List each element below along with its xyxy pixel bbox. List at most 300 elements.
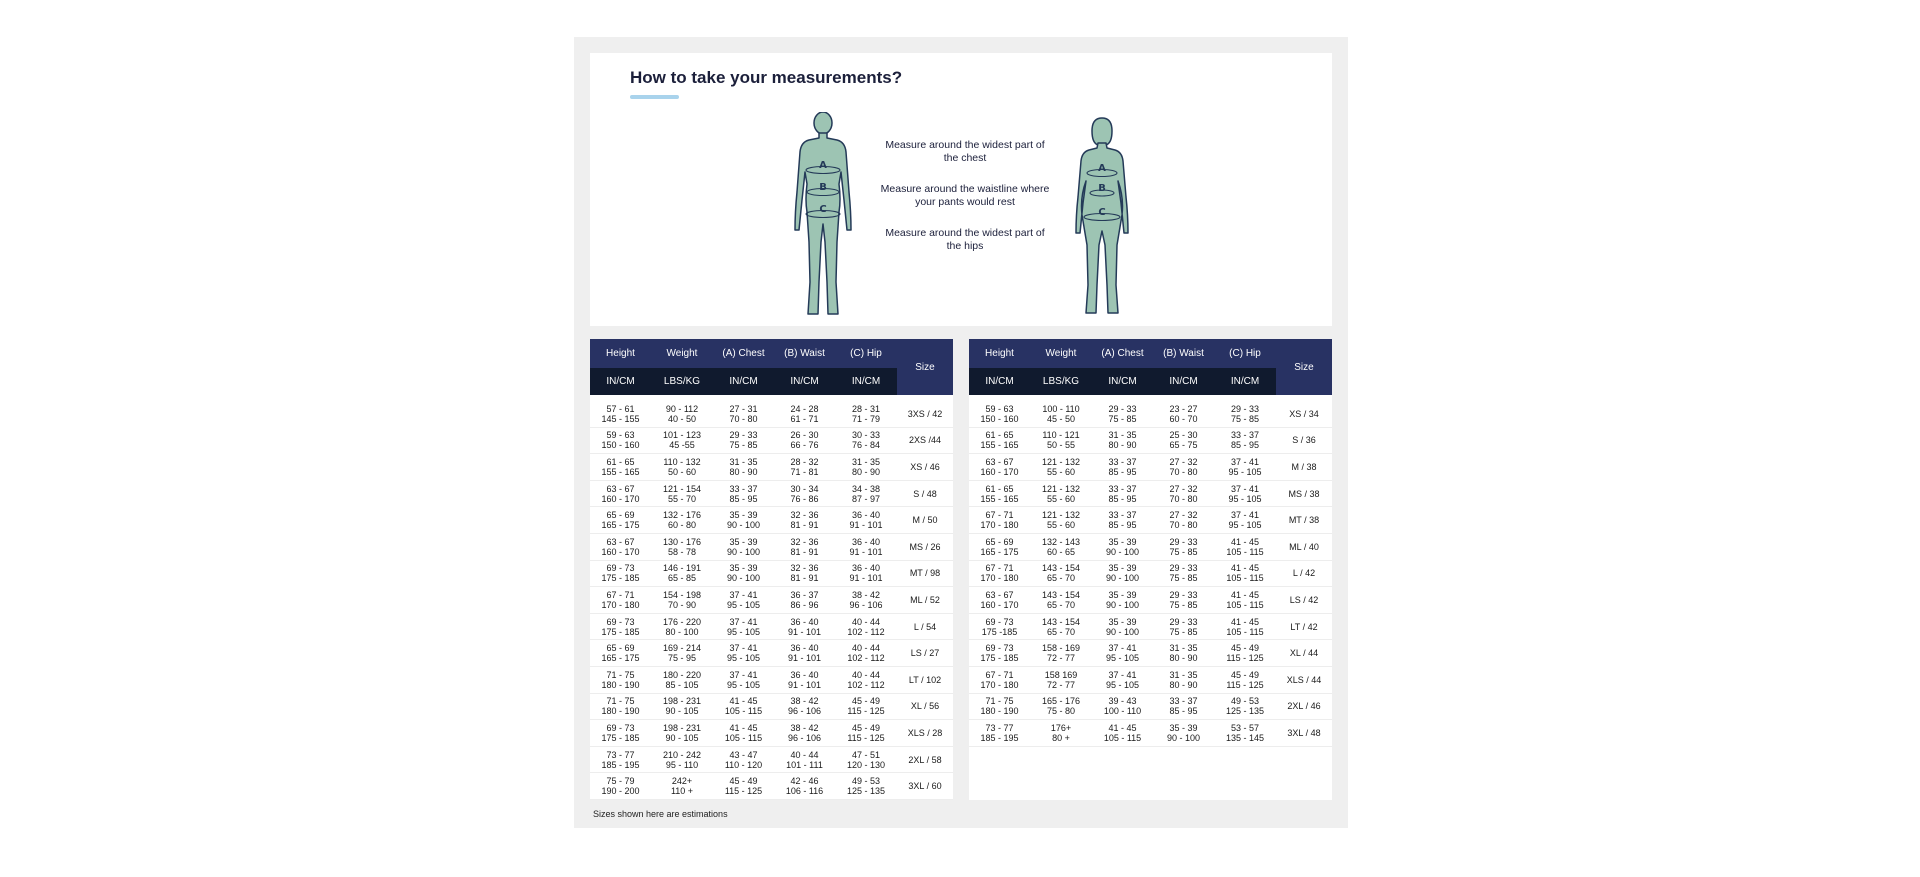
hip-cm-value: 102 - 112: [847, 626, 885, 637]
weight-in-value: 121 - 132: [1041, 510, 1081, 521]
waist-in-value: 32 - 36: [790, 563, 819, 574]
weight-unit: LBS/KG: [651, 368, 713, 395]
hip-cell: [1214, 587, 1276, 614]
weight-cm-value: 60 - 65: [1046, 546, 1076, 557]
height-cell: [590, 613, 651, 640]
size-cell: M / 50: [897, 507, 953, 534]
weight-in-value: 198 - 231: [662, 722, 702, 733]
size-cell: 2XL / 46: [1276, 693, 1332, 720]
hip-cell: [835, 640, 897, 667]
hip-in-value: 36 - 40: [851, 510, 881, 521]
chest-in-value: 37 - 41: [729, 643, 758, 654]
table-row: [590, 454, 953, 481]
height-in-value: 69 - 73: [985, 616, 1014, 627]
weight-cm-value: 110 +: [670, 786, 694, 797]
height-in-value: 57 - 61: [606, 403, 635, 414]
waist-cell: [774, 693, 835, 720]
hip-in-value: 41 - 45: [1230, 616, 1260, 627]
table-row: [590, 613, 953, 640]
waist-cm-value: 91 - 101: [787, 626, 822, 637]
hip-cm-value: 80 - 90: [851, 466, 881, 477]
hip-in-value: 37 - 41: [1230, 456, 1260, 467]
waist-cm-value: 70 - 80: [1169, 520, 1198, 531]
chest-marker-label: A: [819, 160, 827, 171]
chest-header: (A) Chest: [713, 339, 774, 368]
height-in-value: 69 - 73: [985, 643, 1014, 654]
weight-in-value: 158 - 169: [1041, 643, 1081, 654]
hip-cell: [1214, 533, 1276, 560]
hip-in-value: 41 - 45: [1230, 536, 1260, 547]
height-in-value: 71 - 75: [985, 696, 1014, 707]
weight-cell: [651, 640, 713, 667]
weight-cm-value: 65 - 70: [1046, 626, 1076, 637]
chest-cm-value: 90 - 100: [726, 573, 761, 584]
hip-cell: [835, 454, 897, 481]
hip-cm-value: 102 - 112: [847, 679, 885, 690]
chest-cm-value: 85 - 95: [1108, 466, 1137, 477]
size-cell: MT / 98: [897, 560, 953, 587]
waist-in-value: 29 - 33: [1169, 589, 1198, 600]
chest-cell: [713, 507, 774, 534]
chest-header: (A) Chest: [1092, 339, 1153, 368]
chest-cm-value: 95 - 105: [726, 599, 761, 610]
height-cm-value: 150 - 160: [980, 413, 1019, 424]
weight-in-value: 110 - 132: [663, 456, 701, 467]
chest-cell: [1092, 401, 1153, 427]
weight-in-value: 100 - 110: [1042, 403, 1080, 414]
chest-cm-value: 105 - 115: [724, 732, 763, 743]
waist-cm-value: 75 - 85: [1169, 546, 1198, 557]
height-cell: [590, 640, 651, 667]
female-figure-illustration: [1072, 117, 1132, 317]
waist-in-value: 31 - 35: [1169, 643, 1198, 654]
size-header: Size: [1276, 339, 1332, 395]
hip-marker-label: C: [1098, 207, 1106, 218]
hip-cm-value: 125 - 135: [846, 786, 886, 797]
height-in-value: 67 - 71: [606, 589, 635, 600]
chest-cell: [1092, 533, 1153, 560]
height-cell: [969, 666, 1030, 693]
height-cm-value: 180 - 190: [601, 706, 640, 717]
chest-in-value: 37 - 41: [729, 616, 758, 627]
height-in-value: 67 - 71: [985, 669, 1014, 680]
table-row: [590, 746, 953, 773]
weight-in-value: 154 - 198: [662, 589, 702, 600]
waist-cm-value: 80 - 90: [1169, 679, 1198, 690]
waist-in-value: 38 - 42: [790, 722, 819, 733]
weight-cell: [651, 401, 713, 427]
women-size-table: [969, 339, 1332, 747]
hip-in-value: 28 - 31: [851, 403, 881, 414]
waist-marker-label: B: [819, 182, 827, 193]
hips-instruction: Measure around the widest part of the hips: [885, 227, 1045, 252]
chest-cell: [1092, 640, 1153, 667]
weight-in-value: 121 - 132: [1041, 483, 1081, 494]
guide-title: How to take your measurements?: [630, 68, 903, 87]
height-cm-value: 170 - 180: [601, 599, 640, 610]
weight-in-value: 130 - 176: [662, 536, 702, 547]
chest-cell: [1092, 666, 1153, 693]
weight-cm-value: 50 - 55: [1046, 440, 1076, 451]
hip-cm-value: 91 - 101: [849, 520, 883, 531]
chest-cm-value: 90 - 100: [1105, 626, 1140, 637]
waist-in-value: 32 - 36: [790, 536, 819, 547]
table-row: [969, 533, 1332, 560]
weight-cm-value: 60 - 80: [667, 520, 697, 531]
weight-in-value: 101 - 123: [662, 430, 702, 441]
waist-cell: [774, 401, 835, 427]
women-size-panel: [969, 339, 1332, 800]
table-row: [590, 640, 953, 667]
hip-cell: [835, 587, 897, 614]
height-in-value: 69 - 73: [606, 722, 635, 733]
weight-cell: [1030, 693, 1092, 720]
hip-cell: [835, 507, 897, 534]
hip-cm-value: 95 - 105: [1228, 493, 1262, 504]
waist-cell: [774, 773, 835, 800]
weight-in-value: 198 - 231: [662, 696, 702, 707]
table-row: [969, 720, 1332, 747]
height-cm-value: 170 - 180: [980, 573, 1019, 584]
chest-cell: [713, 640, 774, 667]
table-row: [590, 401, 953, 427]
hip-unit: IN/CM: [1214, 368, 1276, 395]
size-cell: XLS / 28: [897, 720, 953, 747]
size-cell: S / 36: [1276, 427, 1332, 454]
height-cell: [969, 427, 1030, 454]
waist-in-value: 40 - 44: [790, 749, 819, 760]
hip-in-value: 45 - 49: [1230, 669, 1260, 680]
men-table-body: [590, 395, 953, 799]
chest-in-value: 35 - 39: [1108, 616, 1137, 627]
hip-in-value: 37 - 41: [1230, 483, 1260, 494]
hip-cell: [1214, 427, 1276, 454]
chest-in-value: 43 - 47: [729, 749, 758, 760]
weight-cell: [1030, 640, 1092, 667]
height-cell: [590, 401, 651, 427]
height-cm-value: 175 - 185: [601, 626, 640, 637]
weight-cm-value: 40 - 50: [667, 413, 697, 424]
chest-cm-value: 95 - 105: [726, 626, 761, 637]
hip-cell: [1214, 480, 1276, 507]
chest-cell: [713, 560, 774, 587]
weight-cell: [1030, 454, 1092, 481]
height-in-value: 67 - 71: [985, 510, 1014, 521]
waist-cell: [1153, 401, 1214, 427]
chest-in-value: 45 - 49: [729, 776, 758, 787]
height-cm-value: 145 - 155: [601, 413, 640, 424]
chest-in-value: 33 - 37: [729, 483, 758, 494]
table-row: [590, 666, 953, 693]
waist-cell: [1153, 587, 1214, 614]
chest-in-value: 31 - 35: [1108, 430, 1137, 441]
waist-cell: [774, 427, 835, 454]
waist-cell: [774, 666, 835, 693]
hip-cell: [835, 401, 897, 427]
hip-cm-value: 120 - 130: [846, 759, 886, 770]
waist-in-value: 25 - 30: [1169, 430, 1198, 441]
waist-cm-value: 81 - 91: [790, 573, 819, 584]
height-in-value: 63 - 67: [606, 536, 635, 547]
waist-cell: [774, 587, 835, 614]
size-cell: XS / 46: [897, 454, 953, 481]
hip-in-value: 38 - 42: [851, 589, 881, 600]
height-cm-value: 165 - 175: [980, 546, 1019, 557]
weight-cm-value: 45 -55: [669, 440, 695, 451]
chest-in-value: 41 - 45: [1108, 722, 1137, 733]
chest-in-value: 35 - 39: [1108, 536, 1137, 547]
height-cm-value: 170 - 180: [980, 520, 1019, 531]
weight-in-value: 176+: [1050, 722, 1072, 733]
weight-cell: [1030, 480, 1092, 507]
table-row: [969, 480, 1332, 507]
chest-cell: [713, 613, 774, 640]
waist-cell: [774, 560, 835, 587]
chest-cm-value: 90 - 100: [1105, 546, 1140, 557]
waist-in-value: 29 - 33: [1169, 536, 1198, 547]
size-cell: M / 38: [1276, 454, 1332, 481]
waist-in-value: 31 - 35: [1169, 669, 1198, 680]
weight-cell: [651, 427, 713, 454]
waist-cm-value: 66 - 76: [790, 440, 819, 451]
hip-cm-value: 91 - 101: [849, 573, 883, 584]
hip-cell: [1214, 454, 1276, 481]
hip-cell: [835, 666, 897, 693]
waist-cm-value: 91 - 101: [787, 653, 822, 664]
chest-in-value: 37 - 41: [729, 669, 758, 680]
weight-cm-value: 85 - 105: [665, 679, 699, 690]
weight-cell: [1030, 533, 1092, 560]
chest-cell: [713, 773, 774, 800]
hip-unit: IN/CM: [835, 368, 897, 395]
height-cm-value: 175 - 185: [601, 573, 640, 584]
waist-in-value: 27 - 32: [1169, 456, 1198, 467]
weight-cm-value: 80 +: [1052, 732, 1070, 743]
weight-cell: [651, 666, 713, 693]
height-in-value: 69 - 73: [606, 616, 635, 627]
hip-in-value: 49 - 53: [851, 776, 881, 787]
waist-cm-value: 75 - 85: [1169, 573, 1198, 584]
waist-cm-value: 96 - 106: [787, 732, 822, 743]
hip-in-value: 41 - 45: [1230, 563, 1260, 574]
women-table-body: [969, 395, 1332, 746]
waist-in-value: 38 - 42: [790, 696, 819, 707]
weight-cm-value: 58 - 78: [667, 546, 697, 557]
weight-cell: [651, 533, 713, 560]
weight-in-value: 143 - 154: [1041, 589, 1081, 600]
waist-cell: [774, 746, 835, 773]
weight-in-value: 90 - 112: [665, 403, 699, 414]
height-in-value: 65 - 69: [606, 510, 635, 521]
waist-cell: [1153, 480, 1214, 507]
height-cell: [590, 427, 651, 454]
chest-cm-value: 85 - 95: [729, 493, 758, 504]
chest-cm-value: 95 - 105: [726, 679, 761, 690]
size-cell: LS / 42: [1276, 587, 1332, 614]
waist-in-value: 33 - 37: [1169, 696, 1198, 707]
hip-in-value: 30 - 33: [851, 430, 881, 441]
weight-cm-value: 75 - 80: [1046, 706, 1076, 717]
table-row: [969, 427, 1332, 454]
height-cm-value: 150 - 160: [601, 440, 640, 451]
hip-in-value: 36 - 40: [851, 563, 881, 574]
size-cell: LS / 27: [897, 640, 953, 667]
waist-unit: IN/CM: [1153, 368, 1214, 395]
table-row: [590, 720, 953, 747]
waist-cm-value: 76 - 86: [790, 493, 819, 504]
table-row: [969, 454, 1332, 481]
weight-cell: [1030, 587, 1092, 614]
chest-in-value: 35 - 39: [729, 510, 758, 521]
weight-header: Weight: [651, 339, 713, 368]
weight-in-value: 165 - 176: [1041, 696, 1081, 707]
waist-cell: [1153, 666, 1214, 693]
weight-in-value: 169 - 214: [662, 643, 702, 654]
height-cm-value: 185 - 195: [980, 732, 1019, 743]
table-row: [590, 587, 953, 614]
waist-header: (B) Waist: [1153, 339, 1214, 368]
table-row: [969, 507, 1332, 534]
chest-cm-value: 75 - 85: [1108, 413, 1137, 424]
hip-cell: [835, 773, 897, 800]
height-header: Height: [969, 339, 1030, 368]
height-cm-value: 185 - 195: [601, 759, 640, 770]
height-cell: [969, 720, 1030, 747]
hip-cm-value: 91 - 101: [849, 546, 883, 557]
waist-header: (B) Waist: [774, 339, 835, 368]
waist-in-value: 23 - 27: [1169, 403, 1198, 414]
hip-cm-value: 75 - 85: [1230, 413, 1260, 424]
size-cell: ML / 52: [897, 587, 953, 614]
height-in-value: 63 - 67: [606, 483, 635, 494]
chest-cell: [713, 587, 774, 614]
hip-cell: [835, 427, 897, 454]
chest-in-value: 35 - 39: [1108, 563, 1137, 574]
chest-cell: [713, 480, 774, 507]
hip-cm-value: 95 - 105: [1228, 520, 1262, 531]
footer-note: Sizes shown here are estimations: [593, 809, 728, 819]
waist-cm-value: 70 - 80: [1169, 466, 1198, 477]
height-cell: [969, 533, 1030, 560]
hip-in-value: 47 - 51: [851, 749, 881, 760]
table-row: [590, 533, 953, 560]
waist-cm-value: 70 - 80: [1169, 493, 1198, 504]
hip-cm-value: 95 - 105: [1228, 466, 1262, 477]
weight-cell: [1030, 613, 1092, 640]
hip-cell: [1214, 560, 1276, 587]
weight-cell: [651, 720, 713, 747]
waist-cell: [1153, 613, 1214, 640]
chest-in-value: 37 - 41: [1108, 643, 1137, 654]
height-header: Height: [590, 339, 651, 368]
chest-in-value: 41 - 45: [729, 696, 758, 707]
height-cell: [590, 507, 651, 534]
height-cm-value: 160 - 170: [980, 599, 1019, 610]
weight-cell: [1030, 720, 1092, 747]
waist-cm-value: 86 - 96: [790, 599, 819, 610]
waist-in-value: 32 - 36: [790, 510, 819, 521]
hip-cell: [835, 533, 897, 560]
hip-in-value: 29 - 33: [1230, 403, 1260, 414]
height-cell: [590, 480, 651, 507]
weight-in-value: 143 - 154: [1041, 616, 1081, 627]
hip-cell: [835, 560, 897, 587]
weight-cell: [651, 613, 713, 640]
chest-cm-value: 80 - 90: [729, 466, 758, 477]
hip-cell: [1214, 507, 1276, 534]
chest-cm-value: 95 - 105: [726, 653, 761, 664]
hip-in-value: 40 - 44: [851, 616, 881, 627]
weight-cm-value: 50 - 60: [667, 466, 697, 477]
chest-in-value: 39 - 43: [1108, 696, 1137, 707]
waist-cm-value: 65 - 75: [1169, 440, 1198, 451]
table-row: [969, 560, 1332, 587]
height-in-value: 65 - 69: [985, 536, 1014, 547]
hip-in-value: 41 - 45: [1230, 589, 1260, 600]
size-cell: LT / 42: [1276, 613, 1332, 640]
height-in-value: 75 - 79: [606, 776, 635, 787]
hip-cm-value: 102 - 112: [847, 653, 885, 664]
chest-in-value: 37 - 41: [729, 589, 758, 600]
height-in-value: 61 - 65: [985, 430, 1014, 441]
hip-cell: [1214, 720, 1276, 747]
measurement-guide: [590, 53, 1332, 326]
chest-cm-value: 85 - 95: [1108, 493, 1137, 504]
weight-cell: [651, 480, 713, 507]
weight-in-value: 242+: [671, 776, 693, 787]
chest-cell: [713, 720, 774, 747]
size-cell: MT / 38: [1276, 507, 1332, 534]
height-cm-value: 155 - 165: [601, 466, 640, 477]
waist-instruction: Measure around the waistline where your pants would rest: [880, 183, 1050, 208]
hip-cell: [1214, 613, 1276, 640]
weight-cell: [1030, 507, 1092, 534]
size-cell: 2XS /44: [897, 427, 953, 454]
weight-in-value: 121 - 154: [662, 483, 702, 494]
waist-cell: [1153, 533, 1214, 560]
hip-cell: [835, 720, 897, 747]
hip-cm-value: 85 - 95: [1230, 440, 1260, 451]
male-figure-illustration: [791, 112, 855, 318]
chest-cell: [713, 693, 774, 720]
waist-cm-value: 75 - 85: [1169, 626, 1198, 637]
height-cell: [969, 693, 1030, 720]
height-cm-value: 160 - 170: [601, 546, 640, 557]
chest-cm-value: 80 - 90: [1108, 440, 1137, 451]
title-underline: [630, 95, 679, 99]
weight-unit: LBS/KG: [1030, 368, 1092, 395]
height-cm-value: 160 - 170: [601, 493, 640, 504]
weight-cell: [1030, 427, 1092, 454]
weight-cell: [1030, 560, 1092, 587]
hip-in-value: 45 - 49: [851, 722, 881, 733]
hip-cm-value: 76 - 84: [851, 440, 881, 451]
weight-cm-value: 72 - 77: [1046, 653, 1076, 664]
height-cm-value: 180 - 190: [601, 679, 640, 690]
chest-cm-value: 100 - 110: [1103, 706, 1142, 717]
hip-header: (C) Hip: [835, 339, 897, 368]
height-cm-value: 175 -185: [981, 626, 1018, 637]
waist-cm-value: 80 - 90: [1169, 653, 1198, 664]
hip-cm-value: 115 - 125: [847, 706, 885, 717]
hip-cell: [1214, 640, 1276, 667]
height-in-value: 61 - 65: [985, 483, 1014, 494]
waist-cm-value: 85 - 95: [1169, 706, 1198, 717]
chest-cm-value: 90 - 100: [726, 546, 761, 557]
waist-cm-value: 81 - 91: [790, 546, 819, 557]
waist-in-value: 30 - 34: [790, 483, 819, 494]
chest-instruction: Measure around the widest part of the chest: [885, 139, 1045, 164]
